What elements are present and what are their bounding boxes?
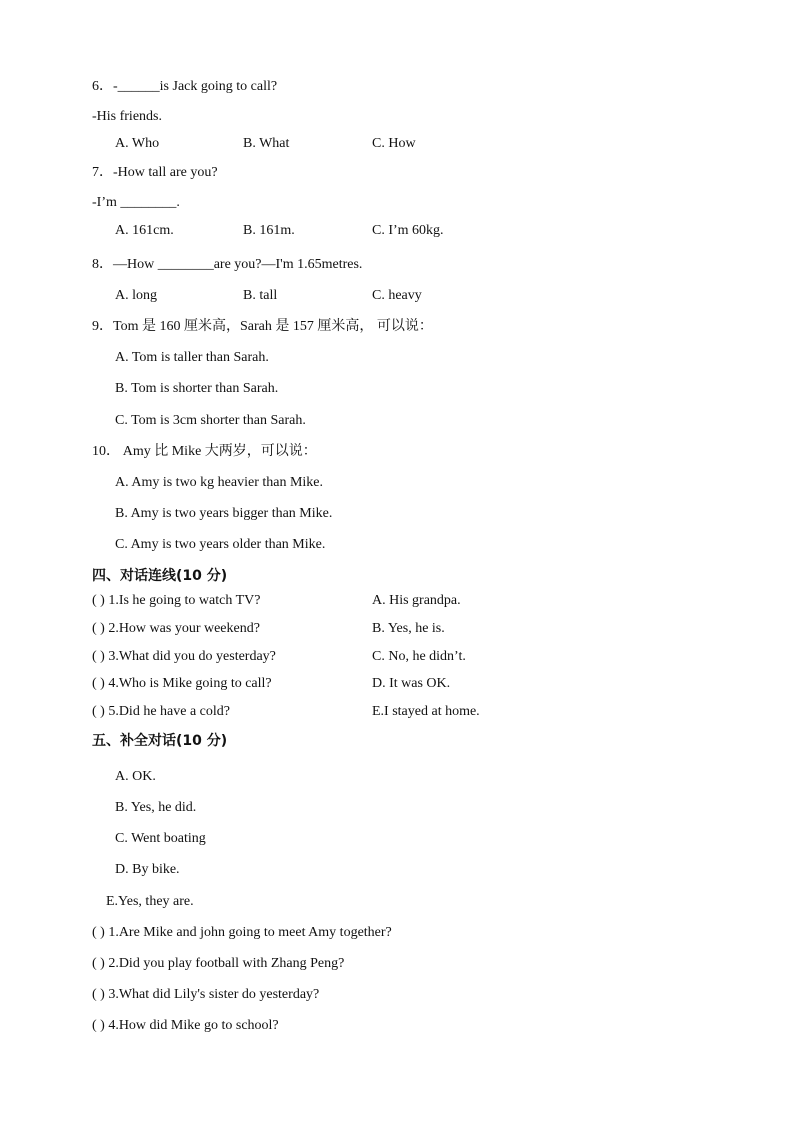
part-four-answer: C. No, he didn’t. xyxy=(372,649,466,664)
q7-option-a: A. 161cm. xyxy=(115,223,174,238)
q7-option-b: B. 161m. xyxy=(243,223,295,238)
q8-option-c: C. heavy xyxy=(372,288,422,303)
q9-option-b: B. Tom is shorter than Sarah. xyxy=(115,381,279,396)
q6-stem: 6．-______is Jack going to call? xyxy=(92,79,278,94)
q7-answer: -I’m ________. xyxy=(92,195,180,210)
q10-stem: 10． Amy 比 Mike 大两岁，可以说： xyxy=(92,444,317,459)
part-four-question: ( ) 3.What did you do yesterday? xyxy=(92,649,276,664)
q7-option-c: C. I’m 60kg. xyxy=(372,223,444,238)
part-five-question: ( ) 1.Are Mike and john going to meet Amy together? xyxy=(92,925,392,940)
part-five-option-b: B. Yes, he did. xyxy=(115,800,197,815)
q8-option-b: B. tall xyxy=(243,288,278,303)
part-four-question: ( ) 2.How was your weekend? xyxy=(92,621,260,636)
part-four-question: ( ) 1.Is he going to watch TV? xyxy=(92,593,261,608)
part-four-answer: D. It was OK. xyxy=(372,676,451,691)
part-five-option-d: D. By bike. xyxy=(115,862,180,877)
q8-option-a: A. long xyxy=(115,288,157,303)
part-four-heading: 四、对话连线(10 分) xyxy=(92,568,228,584)
part-four-answer: B. Yes, he is. xyxy=(372,621,445,636)
q9-option-c: C. Tom is 3cm shorter than Sarah. xyxy=(115,413,306,428)
part-four-answer: E.I stayed at home. xyxy=(372,704,480,719)
part-four-question: ( ) 4.Who is Mike going to call? xyxy=(92,676,272,691)
q10-option-c: C. Amy is two years older than Mike. xyxy=(115,537,326,552)
part-five-option-a: A. OK. xyxy=(115,769,156,784)
part-five-question: ( ) 2.Did you play football with Zhang Peng? xyxy=(92,956,345,971)
q6-answer: -His friends. xyxy=(92,109,162,124)
q7-stem: 7．-How tall are you? xyxy=(92,165,218,180)
q9-option-a: A. Tom is taller than Sarah. xyxy=(115,350,269,365)
q6-option-c: C. How xyxy=(372,136,416,151)
q10-option-b: B. Amy is two years bigger than Mike. xyxy=(115,506,333,521)
q10-option-a: A. Amy is two kg heavier than Mike. xyxy=(115,475,324,490)
part-five-option-c: C. Went boating xyxy=(115,831,206,846)
q6-option-a: A. Who xyxy=(115,136,160,151)
part-five-question: ( ) 4.How did Mike go to school? xyxy=(92,1018,279,1033)
part-five-option-e: E.Yes, they are. xyxy=(106,894,194,909)
part-five-heading: 五、补全对话(10 分) xyxy=(92,733,228,749)
part-four-answer: A. His grandpa. xyxy=(372,593,461,608)
part-four-question: ( ) 5.Did he have a cold? xyxy=(92,704,230,719)
q6-option-b: B. What xyxy=(243,136,290,151)
q9-stem: 9．Tom 是 160 厘米高，Sarah 是 157 厘米高， 可以说： xyxy=(92,319,433,334)
part-five-question: ( ) 3.What did Lily's sister do yesterday? xyxy=(92,987,320,1002)
q8-stem: 8．—How ________are you?—I'm 1.65metres. xyxy=(92,257,363,272)
